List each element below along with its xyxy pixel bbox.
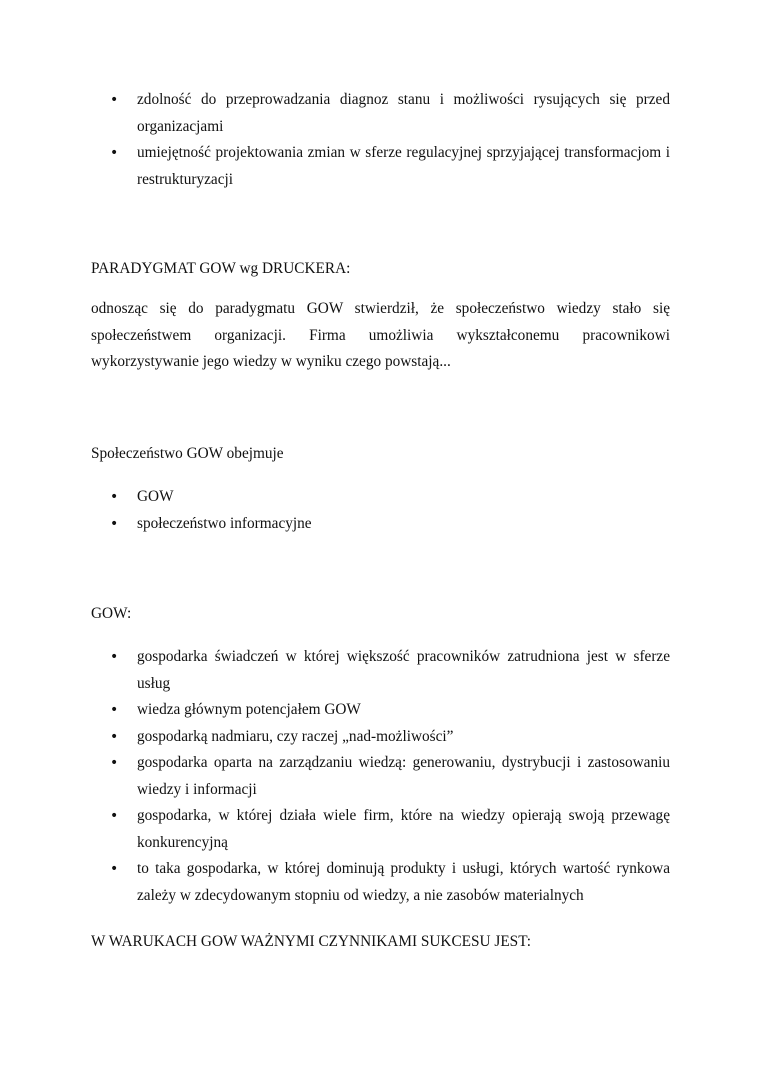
success-factors-heading: W WARUKACH GOW WAŻNYMI CZYNNIKAMI SUKCESU JEST: <box>91 933 532 950</box>
list-item: • wiedza głównym potencjałem GOW <box>91 697 670 724</box>
list-item: • umiejętność projektowania zmian w sferze regulacyjnej sprzyjającej transformacjom i restrukturyzacji <box>91 140 670 193</box>
list-item: • gospodarka, w której działa wiele firm, które na wiedzy opierają swoją przewagę konkurencyjną <box>91 803 670 856</box>
paradigm-paragraph: odnosząc się do paradygmatu GOW stwierdził, że społeczeństwo wiedzy stało się społeczeństwem organizacji. Firma umożliwia wykształconemu pracownikowi wykorzystywanie jego wiedzy w wyniku czego powstają... <box>91 300 670 370</box>
paradigm-heading: PARADYGMAT GOW wg DRUCKERA: <box>91 260 351 277</box>
society-list <box>91 484 670 537</box>
capabilities-list <box>91 87 670 193</box>
list-item: • gospodarka świadczeń w której większość pracowników zatrudniona jest w sferze usług <box>91 644 670 697</box>
society-heading: Społeczeństwo GOW obejmuje <box>91 445 284 462</box>
list-item: • gospodarka oparta na zarządzaniu wiedzą: generowaniu, dystrybucji i zastosowaniu wiedzy i informacji <box>91 750 670 803</box>
gow-heading: GOW: <box>91 605 132 622</box>
list-item: • gospodarką nadmiaru, czy raczej „nad-możliwości” <box>91 724 670 751</box>
list-item: • zdolność do przeprowadzania diagnoz stanu i możliwości rysujących się przed organizacjami <box>91 87 670 140</box>
gow-list <box>91 644 670 909</box>
list-item: • GOW <box>91 484 670 511</box>
list-item: • to taka gospodarka, w której dominują produkty i usługi, których wartość rynkowa zależy w zdecydowanym stopniu od wiedzy, a nie zasobów materialnych <box>91 856 670 909</box>
list-item: • społeczeństwo informacyjne <box>91 511 670 538</box>
